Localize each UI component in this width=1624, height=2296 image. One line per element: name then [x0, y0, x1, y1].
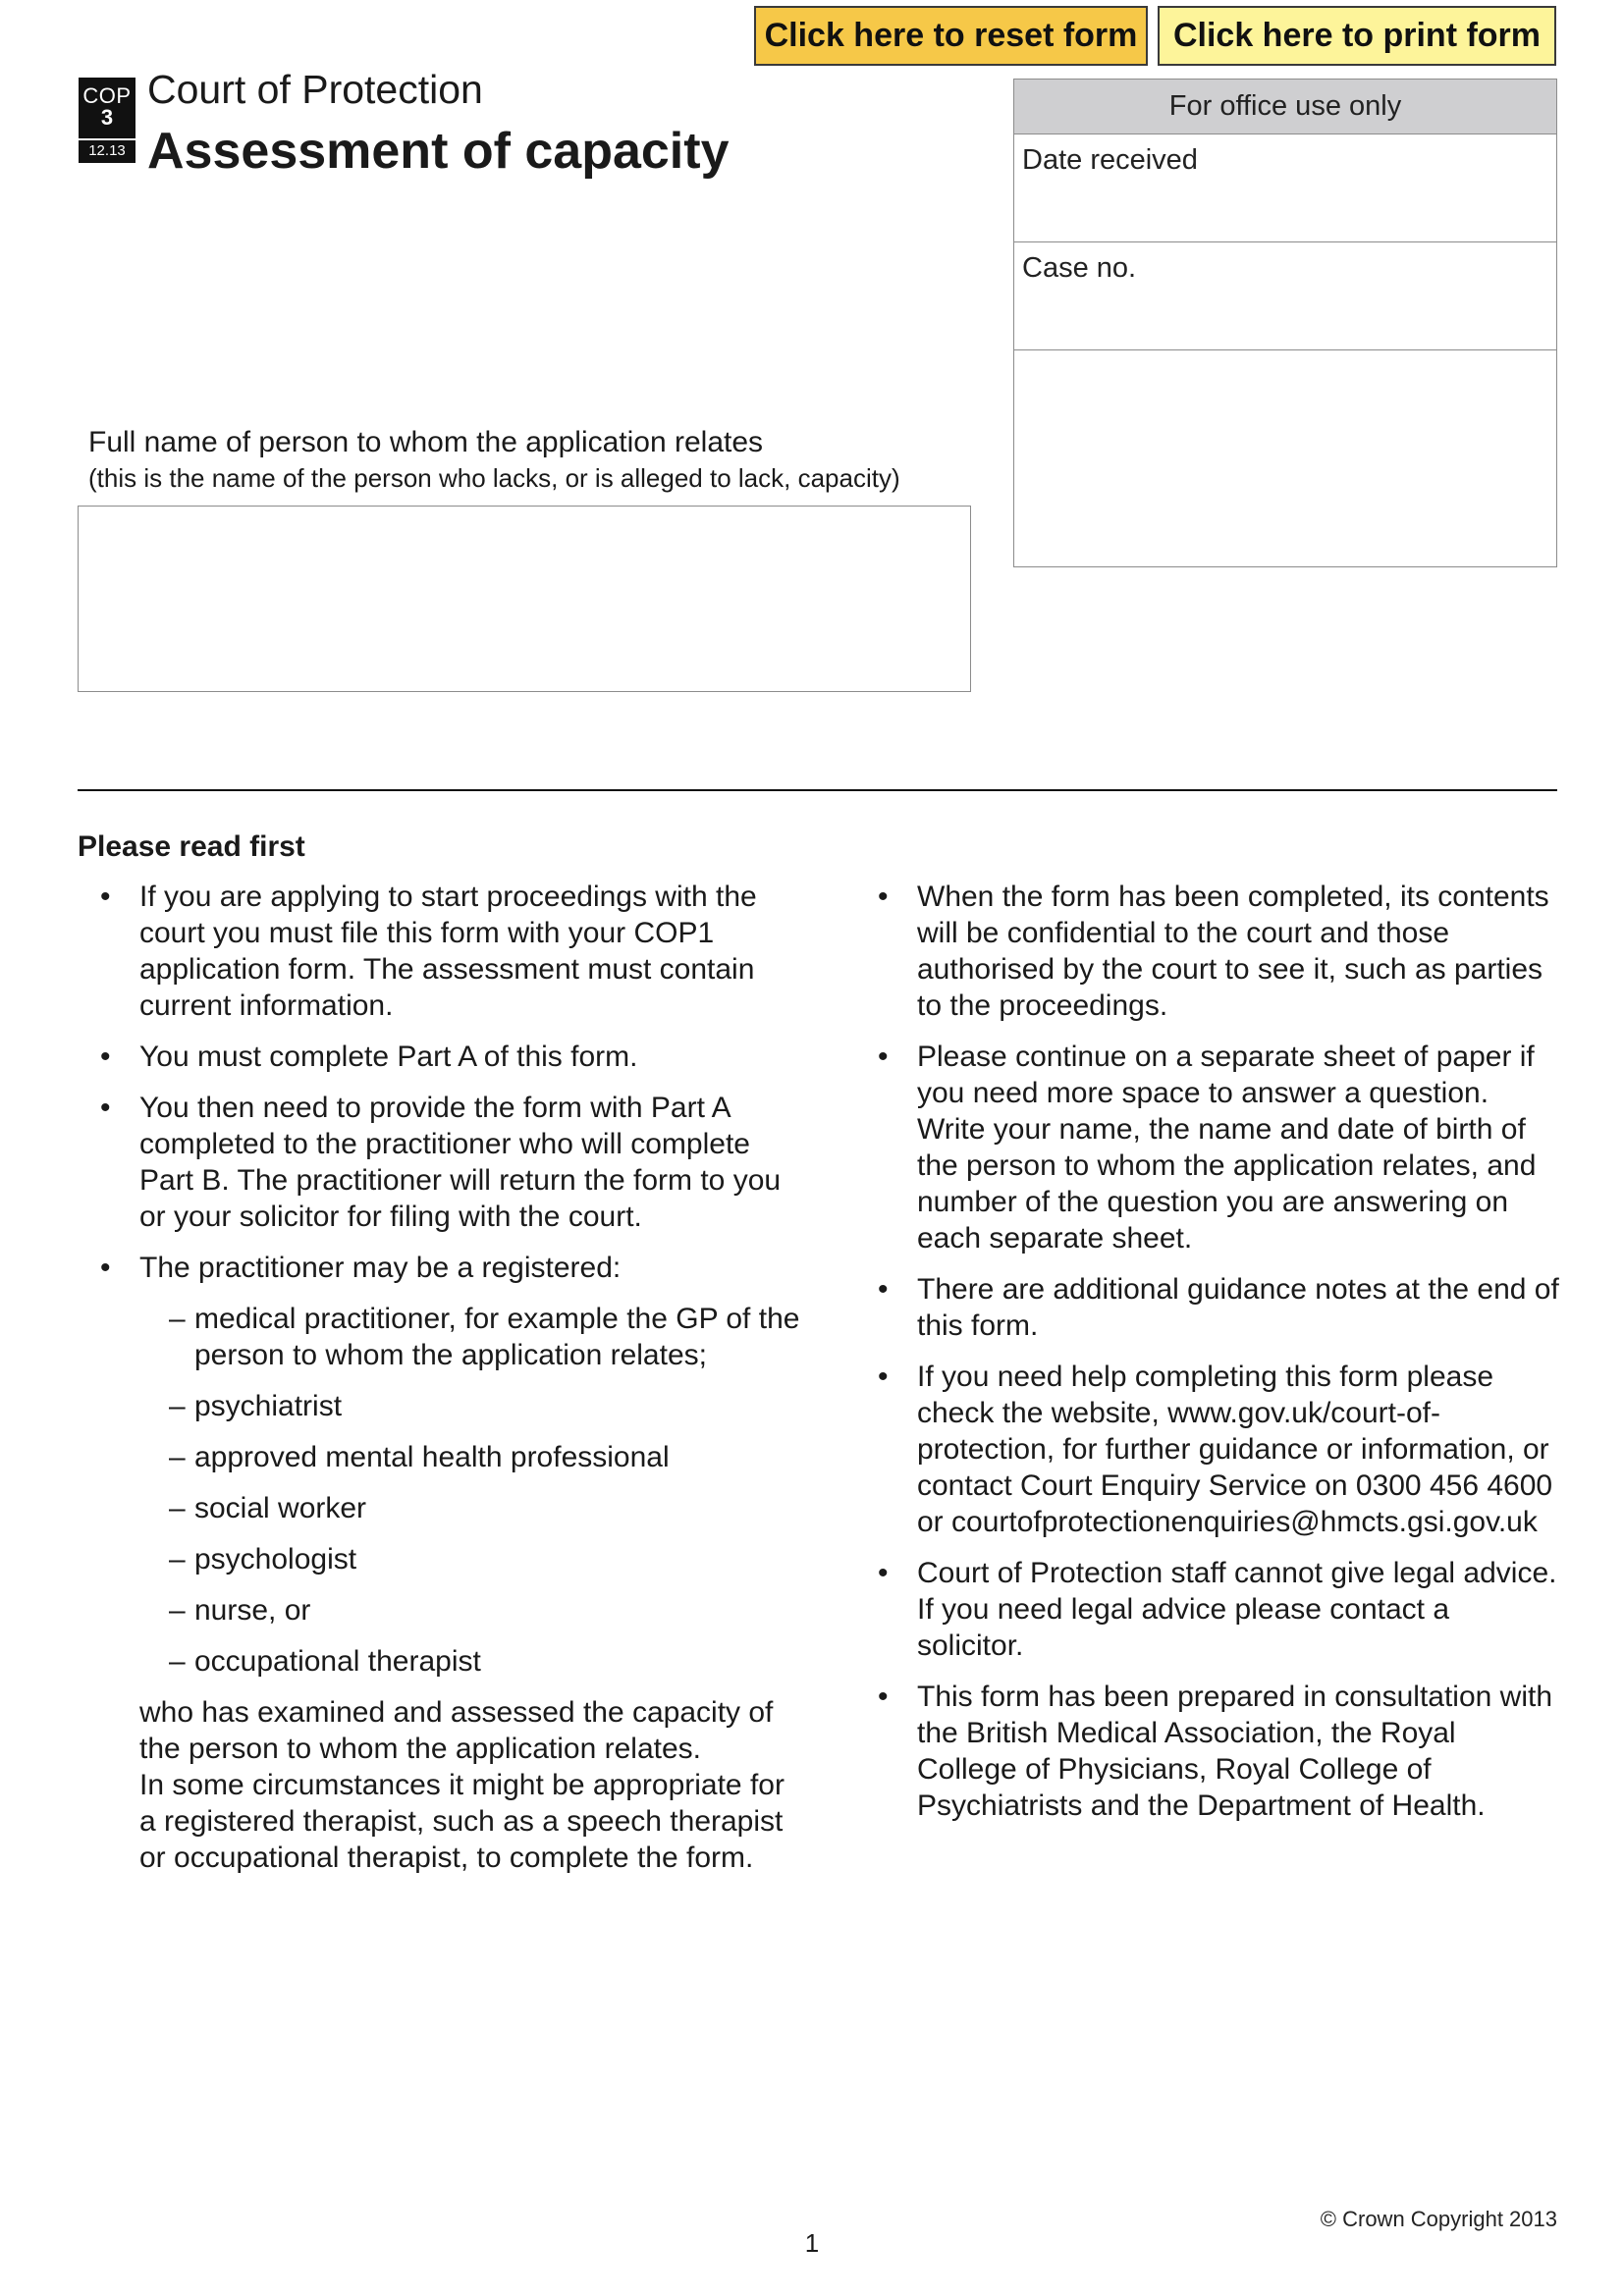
list-item [98, 879, 805, 1024]
dash-icon: – [169, 1441, 186, 1473]
bullet-icon: • [878, 1681, 889, 1713]
list-item-text: When the form has been completed, its contents will be confidential to the court and those authorised by the court to see it, such as parties to the proceedings. [917, 881, 1549, 1022]
dash-icon: – [169, 1594, 186, 1627]
print-form-button[interactable]: Click here to print form [1158, 6, 1556, 66]
list-item-text: The practitioner may be a registered: [139, 1252, 622, 1284]
list-item [876, 1359, 1563, 1540]
list-item-text: If you need help completing this form please check the website, www.gov.uk/court-of-protection, for further guidance or information, or contact Court Enquiry Service on 0300 456 4600 or courtofprotectionenquiries@hmcts.gsi.gov.uk [917, 1361, 1553, 1538]
office-stamp-area [1014, 350, 1556, 567]
bullet-icon: • [878, 1557, 889, 1589]
form-code-prefix: COP [82, 83, 132, 108]
list-item-text: There are additional guidance notes at the end of this form. [917, 1273, 1559, 1342]
practitioner-text: psychologist [194, 1543, 357, 1575]
practitioner-item [98, 1490, 805, 1526]
guidance-right-column [876, 879, 1563, 1839]
dash-icon: – [169, 1492, 186, 1524]
bullet-icon: • [100, 1252, 111, 1284]
list-item [98, 1090, 805, 1235]
list-item [876, 1555, 1563, 1664]
list-item-text: Please continue on a separate sheet of paper if you need more space to answer a question. Write your name, the name and date of birth of the person to whom the application relates, and number of the question you are answering on each separate sheet. [917, 1041, 1537, 1255]
practitioner-item [98, 1439, 805, 1475]
bullet-icon: • [878, 1361, 889, 1393]
bullet-icon: • [100, 881, 111, 913]
bullet-icon: • [878, 881, 889, 913]
date-received-field [1014, 134, 1556, 242]
full-name-input[interactable] [78, 506, 971, 692]
page-title: Assessment of capacity [147, 123, 730, 180]
closing-paragraph-1: who has examined and assessed the capacity of the person to whom the application relates. [139, 1696, 774, 1765]
practitioner-item [98, 1388, 805, 1424]
practitioner-item [98, 1301, 805, 1373]
practitioner-text: psychiatrist [194, 1390, 343, 1422]
form-version: 12.13 [79, 138, 135, 160]
practitioner-text: nurse, or [194, 1594, 311, 1627]
bullet-icon: • [100, 1092, 111, 1124]
list-item-text: If you are applying to start proceedings with the court you must file this form with your COP1 application form. The assessment must contain current information. [139, 881, 757, 1022]
reset-form-button[interactable]: Click here to reset form [754, 6, 1148, 66]
list-item-text: This form has been prepared in consultation with the British Medical Association, the Royal College of Physicians, Royal College of Psychiatrists and the Department of Health. [917, 1681, 1553, 1822]
closing-paragraph-2: In some circumstances it might be appropriate for a registered therapist, such as a speech therapist or occupational therapist, to complete the form. [139, 1769, 785, 1874]
practitioner-item [98, 1643, 805, 1680]
case-number-field [1014, 242, 1556, 350]
list-item [98, 1039, 805, 1075]
court-name: Court of Protection [147, 67, 483, 112]
list-item-text: Court of Protection staff cannot give legal advice. If you need legal advice please contact a solicitor. [917, 1557, 1557, 1662]
full-name-label: Full name of person to whom the application relates [88, 426, 764, 458]
list-item [876, 1271, 1563, 1344]
dash-icon: – [169, 1390, 186, 1422]
practitioner-text: medical practitioner, for example the GP of the person to whom the application relates; [194, 1303, 800, 1371]
dash-icon: – [169, 1303, 186, 1335]
full-name-sublabel: (this is the name of the person who lacks, or is alleged to lack, capacity) [88, 463, 900, 493]
dash-icon: – [169, 1543, 186, 1575]
section-divider [78, 789, 1557, 791]
case-number-label: Case no. [1022, 252, 1137, 284]
practitioner-item [98, 1592, 805, 1629]
list-item [876, 1039, 1563, 1256]
form-code-number: 3 [100, 105, 114, 130]
office-use-heading: For office use only [1014, 80, 1556, 134]
guidance-left-column [98, 879, 805, 1876]
copyright-notice: © Crown Copyright 2013 [1320, 2207, 1557, 2231]
list-item [98, 1250, 805, 1286]
practitioner-text: social worker [194, 1492, 367, 1524]
office-use-box [1013, 79, 1557, 567]
form-code-badge [79, 78, 135, 163]
please-read-first-heading: Please read first [78, 830, 305, 863]
page-number: 1 [804, 2228, 820, 2258]
practitioner-item [98, 1541, 805, 1577]
bullet-icon: • [878, 1273, 889, 1306]
bullet-icon: • [878, 1041, 889, 1073]
practitioner-text: approved mental health professional [194, 1441, 670, 1473]
dash-icon: – [169, 1645, 186, 1678]
bullet-icon: • [100, 1041, 111, 1073]
list-item [876, 879, 1563, 1024]
list-item [876, 1679, 1563, 1824]
list-item-text: You then need to provide the form with Part A completed to the practitioner who will complete Part B. The practitioner will return the form to you or your solicitor for filing with the court. [139, 1092, 782, 1233]
practitioner-text: occupational therapist [194, 1645, 481, 1678]
list-item-text: You must complete Part A of this form. [139, 1041, 638, 1073]
date-received-label: Date received [1022, 144, 1198, 176]
